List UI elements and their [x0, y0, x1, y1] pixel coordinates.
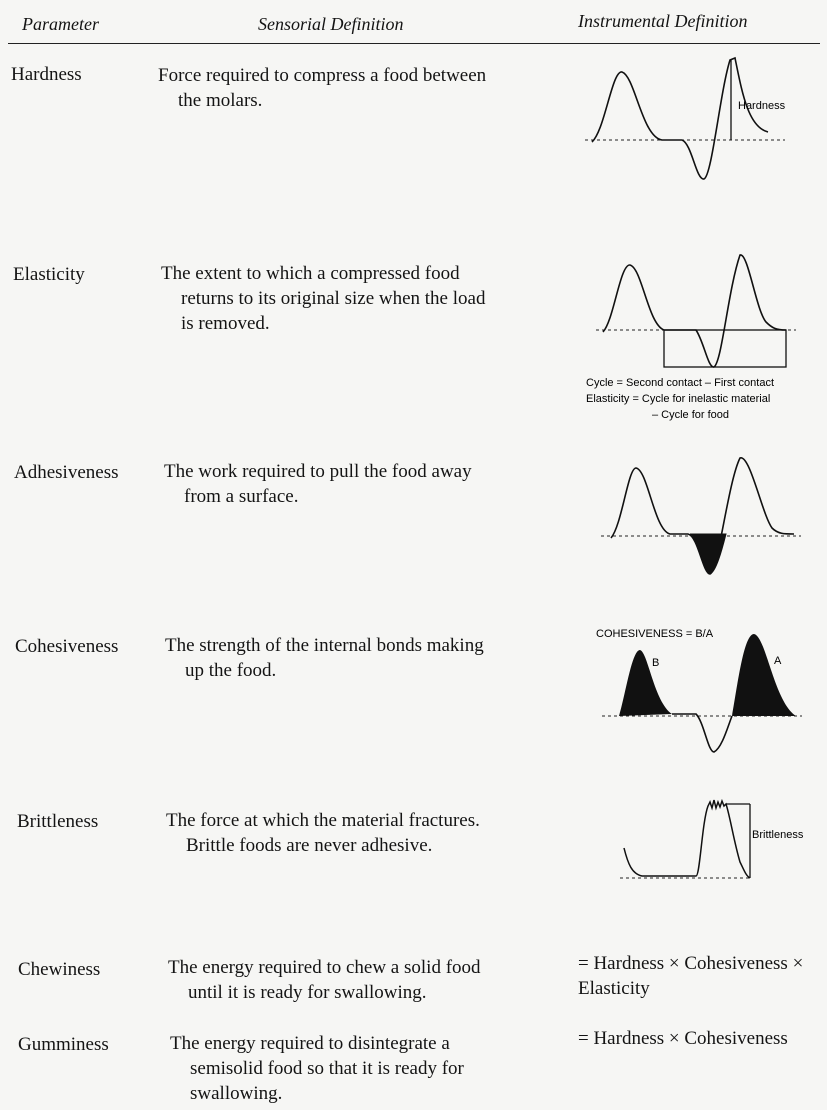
def-line: The extent to which a compressed food — [161, 263, 460, 284]
param-chewiness: Chewiness — [18, 959, 101, 980]
def-line: The energy required to disintegrate a — [170, 1033, 450, 1054]
hardness-curve-icon — [580, 52, 820, 182]
def-brittleness — [166, 808, 480, 858]
def-line: the molars. — [178, 90, 263, 111]
formula-chewiness — [578, 951, 803, 1001]
def-line: from a surface. — [184, 486, 299, 507]
def-hardness — [158, 63, 486, 113]
adhesiveness-curve-icon — [598, 450, 827, 580]
param-elasticity: Elasticity — [13, 264, 85, 285]
def-gumminess — [170, 1031, 464, 1106]
formula-gumminess — [578, 1026, 788, 1051]
def-line: swallowing. — [190, 1083, 283, 1104]
def-line: until it is ready for swallowing. — [188, 982, 427, 1003]
def-line: Force required to compress a food between — [158, 65, 487, 86]
def-line: The strength of the internal bonds making — [165, 635, 484, 656]
hardness-graph-label: Hardness — [738, 100, 786, 112]
header-parameter: Parameter — [22, 14, 99, 34]
header-sensorial-definition: Sensorial Definition — [258, 14, 404, 34]
param-adhesiveness: Adhesiveness — [14, 462, 119, 483]
def-line: Brittle foods are never adhesive. — [186, 835, 433, 856]
def-elasticity — [161, 261, 485, 336]
cohesiveness-label-a: A — [774, 655, 782, 667]
def-line: is removed. — [181, 313, 270, 334]
elasticity-note-3: – Cycle for food — [652, 409, 730, 421]
param-brittleness: Brittleness — [17, 811, 99, 832]
formula-line: Elasticity — [578, 978, 650, 999]
param-cohesiveness: Cohesiveness — [15, 636, 119, 657]
param-hardness: Hardness — [11, 64, 82, 85]
def-cohesiveness — [165, 633, 484, 683]
def-adhesiveness — [164, 459, 472, 509]
elasticity-note-1: Cycle = Second contact – First contact — [586, 377, 775, 389]
param-gumminess: Gumminess — [18, 1034, 109, 1055]
brittleness-graph-label: Brittleness — [752, 829, 804, 841]
def-line: semisolid food so that it is ready for — [190, 1058, 464, 1079]
def-chewiness — [168, 955, 481, 1005]
formula-line: = Hardness × Cohesiveness — [578, 1028, 788, 1049]
def-line: The force at which the material fractures. — [166, 810, 480, 831]
cohesiveness-graph-title: COHESIVENESS = B/A — [596, 628, 714, 640]
cohesiveness-label-b: B — [652, 657, 660, 669]
brittleness-curve-icon — [616, 792, 816, 892]
header-rule — [8, 43, 820, 44]
def-line: returns to its original size when the load — [181, 288, 486, 309]
cohesiveness-curve-icon — [592, 622, 827, 762]
elasticity-note-2: Elasticity = Cycle for inelastic material — [586, 393, 771, 405]
formula-line: = Hardness × Cohesiveness × — [578, 953, 804, 974]
def-line: The energy required to chew a solid food — [168, 957, 481, 978]
header-instrumental-definition: Instrumental Definition — [578, 11, 748, 31]
def-line: up the food. — [185, 660, 277, 681]
elasticity-curve-icon — [586, 250, 826, 420]
def-line: The work required to pull the food away — [164, 461, 472, 482]
